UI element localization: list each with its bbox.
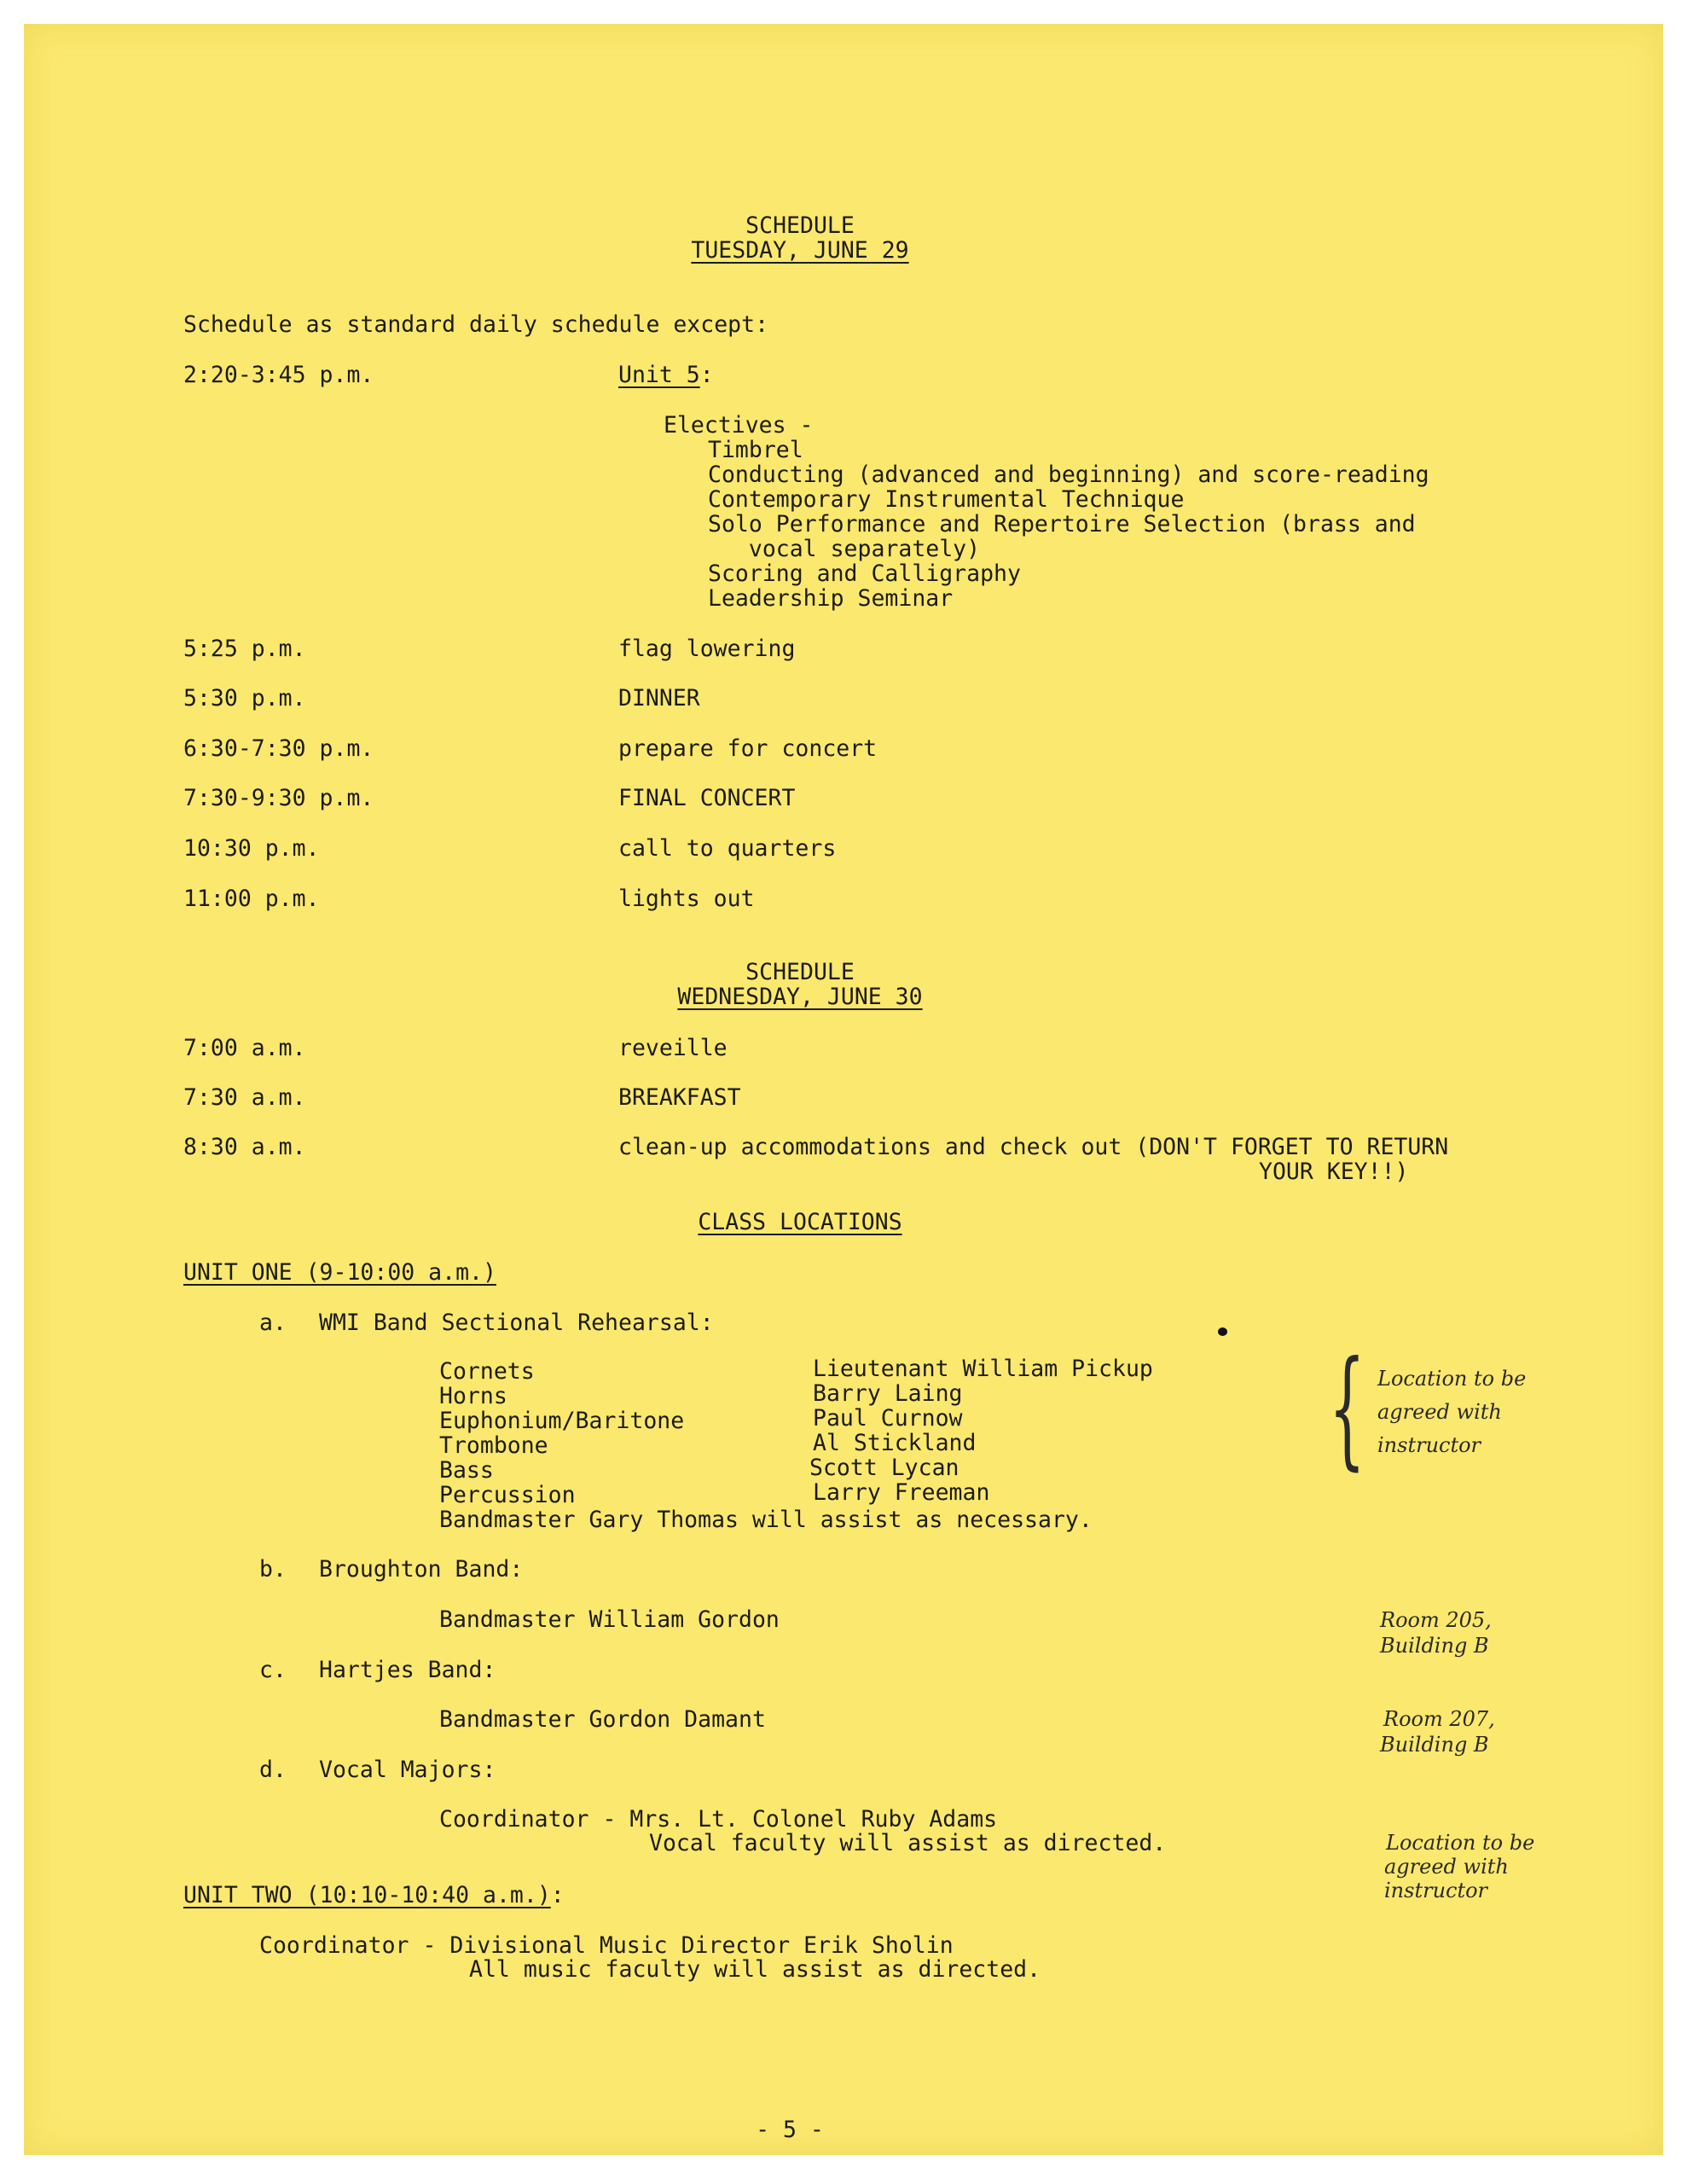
vocal-note: Vocal faculty will assist as directed.: [649, 1830, 1167, 1856]
schedule-heading-wednesday: SCHEDULE: [745, 959, 855, 985]
schedule-activity-continuation: YOUR KEY!!): [1259, 1159, 1409, 1185]
section-name: Trombone: [439, 1432, 548, 1459]
handwritten-location: Room 207,: [1383, 1707, 1495, 1731]
handwritten-location: Building B: [1380, 1733, 1489, 1757]
handwritten-location: agreed with: [1377, 1400, 1502, 1424]
brace-mark: {: [1329, 1334, 1365, 1483]
handwritten-location: Location to be: [1377, 1367, 1527, 1391]
schedule-activity: DINNER: [618, 685, 700, 712]
schedule-date-tuesday: TUESDAY, JUNE 29: [691, 237, 909, 264]
elective-item: Scoring and Calligraphy: [708, 561, 1021, 587]
elective-item: Timbrel: [708, 437, 803, 463]
schedule-activity: clean-up accommodations and check out (DON'T FORGET TO RETURN: [618, 1134, 1449, 1160]
section-instructor: Scott Lycan: [809, 1455, 959, 1481]
unit-two-colon: :: [550, 1882, 565, 1908]
schedule-time: 6:30-7:30 p.m.: [183, 735, 374, 762]
page-number: - 5 -: [756, 2117, 824, 2143]
section-name: Cornets: [439, 1358, 535, 1385]
unit-one-title: UNIT ONE (9-10:00 a.m.): [183, 1259, 496, 1286]
schedule-time: 7:30 a.m.: [183, 1084, 306, 1111]
section-name: Bass: [439, 1457, 494, 1484]
vocal-majors-label: Vocal Majors:: [319, 1757, 496, 1783]
schedule-activity: prepare for concert: [618, 735, 878, 762]
unit-two-note: All music faculty will assist as directed.: [469, 1956, 1041, 1983]
section-instructor: Barry Laing: [813, 1380, 963, 1407]
item-marker: b.: [259, 1556, 287, 1583]
schedule-date-wednesday: WEDNESDAY, JUNE 30: [677, 984, 923, 1010]
handwritten-location: Location to be: [1386, 1831, 1535, 1855]
item-marker: a.: [259, 1310, 287, 1336]
elective-item: Contemporary Instrumental Technique: [708, 486, 1185, 513]
schedule-time: 11:00 p.m.: [183, 886, 320, 912]
class-locations-heading: CLASS LOCATIONS: [698, 1209, 902, 1235]
schedule-activity: reveille: [618, 1035, 728, 1061]
schedule-activity: call to quarters: [618, 835, 837, 862]
elective-item: Leadership Seminar: [708, 585, 954, 612]
elective-item: Conducting (advanced and beginning) and score-reading: [708, 462, 1429, 488]
wmi-band-label: WMI Band Sectional Rehearsal:: [319, 1310, 714, 1336]
schedule-time: 5:25 p.m.: [183, 636, 306, 662]
schedule-activity: lights out: [618, 886, 755, 912]
schedule-heading-tuesday: SCHEDULE: [745, 212, 855, 239]
section-instructor: Lieutenant William Pickup: [813, 1356, 1153, 1382]
elective-item: vocal separately): [708, 536, 981, 562]
unit5-colon: :: [699, 362, 714, 388]
item-marker: c.: [259, 1657, 287, 1683]
unit-two-coordinator: Coordinator - Divisional Music Director Erik Sholin: [259, 1932, 954, 1959]
schedule-time: 7:00 a.m.: [183, 1035, 306, 1061]
handwritten-location: Building B: [1380, 1634, 1489, 1658]
handwritten-location: instructor: [1377, 1433, 1481, 1457]
schedule-activity: BREAKFAST: [618, 1084, 741, 1111]
handwritten-location: Room 205,: [1380, 1608, 1492, 1632]
vocal-coordinator: Coordinator - Mrs. Lt. Colonel Ruby Adams: [439, 1806, 998, 1833]
hartjes-band-label: Hartjes Band:: [319, 1657, 496, 1683]
unit5-time: 2:20-3:45 p.m.: [183, 362, 374, 388]
schedule-activity: FINAL CONCERT: [618, 785, 796, 811]
section-instructor: Paul Curnow: [813, 1405, 963, 1432]
section-name: Horns: [439, 1383, 507, 1409]
hartjes-band-leader: Bandmaster Gordon Damant: [439, 1706, 766, 1733]
assist-note: Bandmaster Gary Thomas will assist as necessary.: [439, 1507, 1093, 1533]
broughton-band-label: Broughton Band:: [319, 1556, 524, 1583]
electives-label: Electives -: [664, 412, 814, 439]
unit5-heading: [618, 363, 714, 387]
schedule-time: 8:30 a.m.: [183, 1134, 306, 1160]
schedule-activity: flag lowering: [618, 636, 796, 662]
section-instructor: Larry Freeman: [813, 1479, 990, 1506]
document-page: [24, 24, 1663, 2155]
handwritten-location: instructor: [1384, 1879, 1488, 1902]
item-marker: d.: [259, 1757, 287, 1783]
section-name: Euphonium/Baritone: [439, 1408, 685, 1434]
schedule-time: 10:30 p.m.: [183, 835, 320, 862]
unit-two-heading: [183, 1883, 565, 1908]
handwritten-location: agreed with: [1384, 1855, 1509, 1879]
unit-two-title: UNIT TWO (10:10-10:40 a.m.): [183, 1882, 551, 1908]
schedule-time: 7:30-9:30 p.m.: [183, 785, 374, 811]
unit5-title: Unit 5: [618, 362, 700, 388]
broughton-band-leader: Bandmaster William Gordon: [439, 1606, 780, 1633]
ink-speck: [1218, 1327, 1227, 1336]
schedule-intro: Schedule as standard daily schedule except:: [183, 311, 769, 338]
elective-item: Solo Performance and Repertoire Selection (brass and: [708, 511, 1416, 537]
schedule-time: 5:30 p.m.: [183, 685, 306, 712]
section-name: Percussion: [439, 1482, 576, 1508]
section-instructor: Al Stickland: [813, 1430, 977, 1456]
